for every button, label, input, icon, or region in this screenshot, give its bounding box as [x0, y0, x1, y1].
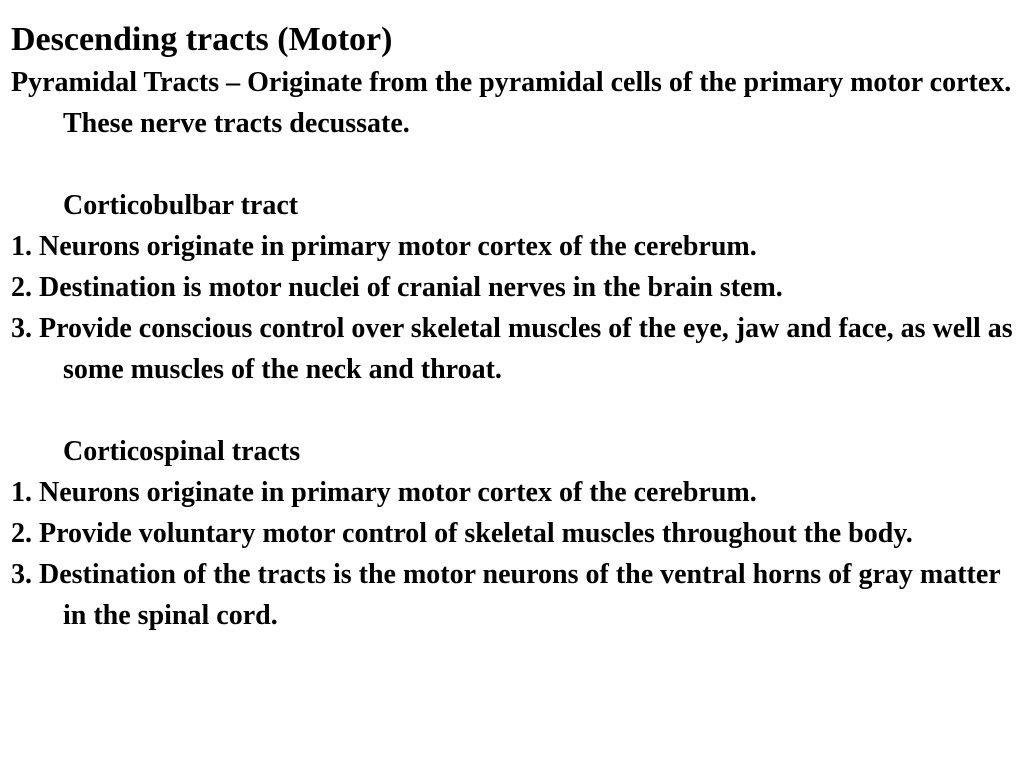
corticospinal-item-1: 1. Neurons originate in primary motor cortex of the cerebrum.: [11, 477, 757, 508]
corticospinal-item-2: 2. Provide voluntary motor control of skeletal muscles throughout the body.: [11, 518, 913, 549]
spacer: [11, 144, 1024, 185]
corticobulbar-item-3: 3. Provide conscious control over skeletal muscles of the eye, jaw and face, as well as some muscles of the neck and throat.: [11, 313, 1013, 385]
intro-paragraph: Pyramidal Tracts – Originate from the pyramidal cells of the primary motor cortex. These nerve tracts decussate.: [11, 67, 1012, 139]
spacer: [11, 390, 1024, 431]
corticobulbar-item-1: 1. Neurons originate in primary motor cortex of the cerebrum.: [11, 231, 757, 262]
slide-title: Descending tracts (Motor): [11, 21, 393, 58]
corticobulbar-item-2: 2. Destination is motor nuclei of cranial nerves in the brain stem.: [11, 272, 783, 303]
corticospinal-item-3: 3. Destination of the tracts is the motor neurons of the ventral horns of gray matter in the spinal cord.: [11, 559, 1001, 631]
corticobulbar-heading: Corticobulbar tract: [63, 190, 299, 221]
corticospinal-heading: Corticospinal tracts: [63, 436, 301, 467]
